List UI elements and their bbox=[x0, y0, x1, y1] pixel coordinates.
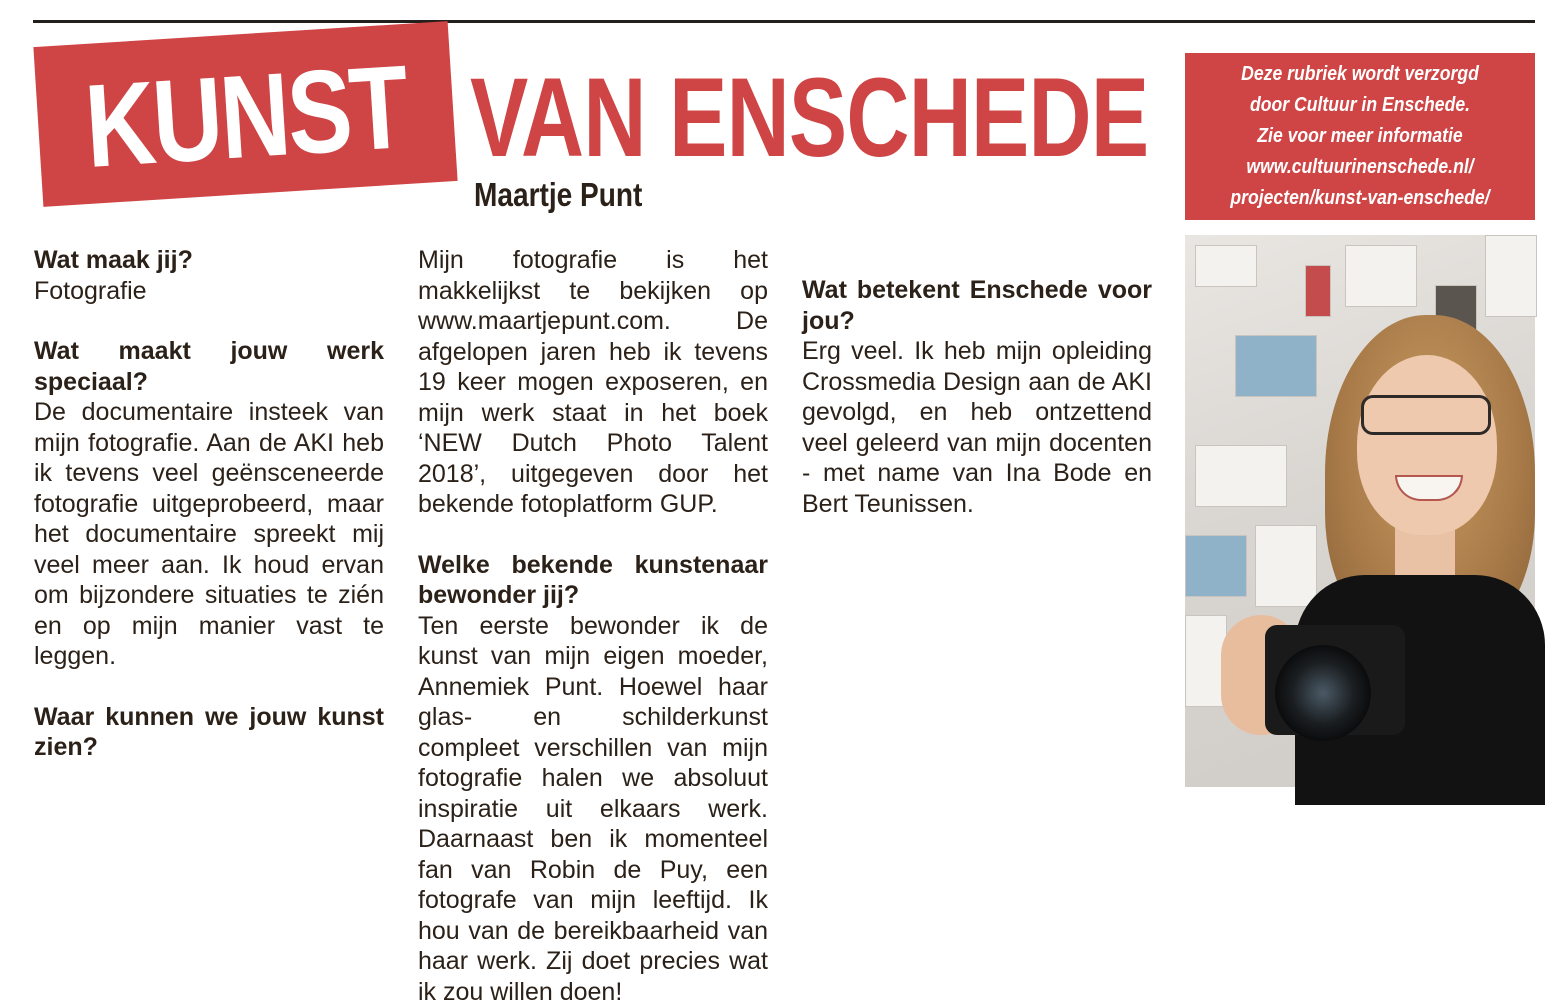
page-title: VAN ENSCHEDE bbox=[470, 55, 1149, 180]
author-name: Maartje Punt bbox=[474, 176, 643, 213]
answer-1: Fotografie bbox=[34, 276, 147, 305]
answer-5: Erg veel. Ik heb mijn opleiding Crossmedia Design aan de AKI gevolgd, en heb ontzettend veel geleerd van mijn docenten - met name van Ina Bode en Bert Teunissen. bbox=[802, 337, 1152, 518]
info-line: www.cultuurinenschede.nl/ bbox=[1246, 156, 1474, 178]
answer-2: De documentaire insteek van mijn fotografie. Aan de AKI heb ik tevens veel geënsceneerde fotografie uitgeprobeerd, maar het documentaire spreekt mij veel meer aan. Ik houd ervan om bijzondere situaties te zién en op mijn manier vast te leggen. bbox=[34, 398, 384, 670]
info-line: door Cultuur in Enschede. bbox=[1249, 94, 1470, 116]
article-column-1 bbox=[34, 245, 384, 763]
article-column-2 bbox=[418, 245, 768, 1006]
glasses-icon bbox=[1361, 395, 1491, 435]
question-1: Wat maak jij? bbox=[34, 246, 193, 274]
title-highlight-box bbox=[33, 21, 457, 207]
info-line: projecten/kunst-van-enschede/ bbox=[1230, 187, 1490, 209]
info-line: Deze rubriek wordt verzorgd bbox=[1241, 63, 1479, 85]
question-5: Wat betekent Enschede voor jou? bbox=[802, 276, 1152, 335]
portrait-photo bbox=[1185, 235, 1535, 787]
top-rule bbox=[33, 20, 1535, 23]
article-column-3 bbox=[802, 245, 1152, 519]
info-line: Zie voor meer informatie bbox=[1257, 125, 1463, 147]
answer-4: Ten eerste bewonder ik de kunst van mijn eigen moeder, Annemiek Punt. Hoewel haar glas- en schilderkunst compleet verschillen van mijn fotografie halen we absoluut inspiratie uit elkaars werk. Daarnaast ben ik momenteel fan van Robin de Puy, een fotografe van mijn leeftijd. Ik hou van de bereikbaarheid van haar werk. Zij doet precies wat ik zou willen doen! bbox=[418, 611, 768, 1006]
question-4: Welke bekende kunstenaar bewonder jij? bbox=[418, 550, 768, 609]
question-2: Wat maakt jouw werk speciaal? bbox=[34, 337, 384, 396]
question-3: Waar kunnen we jouw kunst zien? bbox=[34, 702, 384, 761]
title-highlight: KUNST bbox=[81, 41, 411, 193]
answer-3: Mijn fotografie is het makkelijkst te bekijken op www.maartjepunt.com. De afgelopen jaren heb ik tevens 19 keer mogen exposeren, en mijn werk staat in het boek ‘NEW Dutch Photo Talent 2018’, uitgegeven door het bekende fotoplatform GUP. bbox=[418, 246, 768, 518]
info-box bbox=[1185, 53, 1535, 220]
